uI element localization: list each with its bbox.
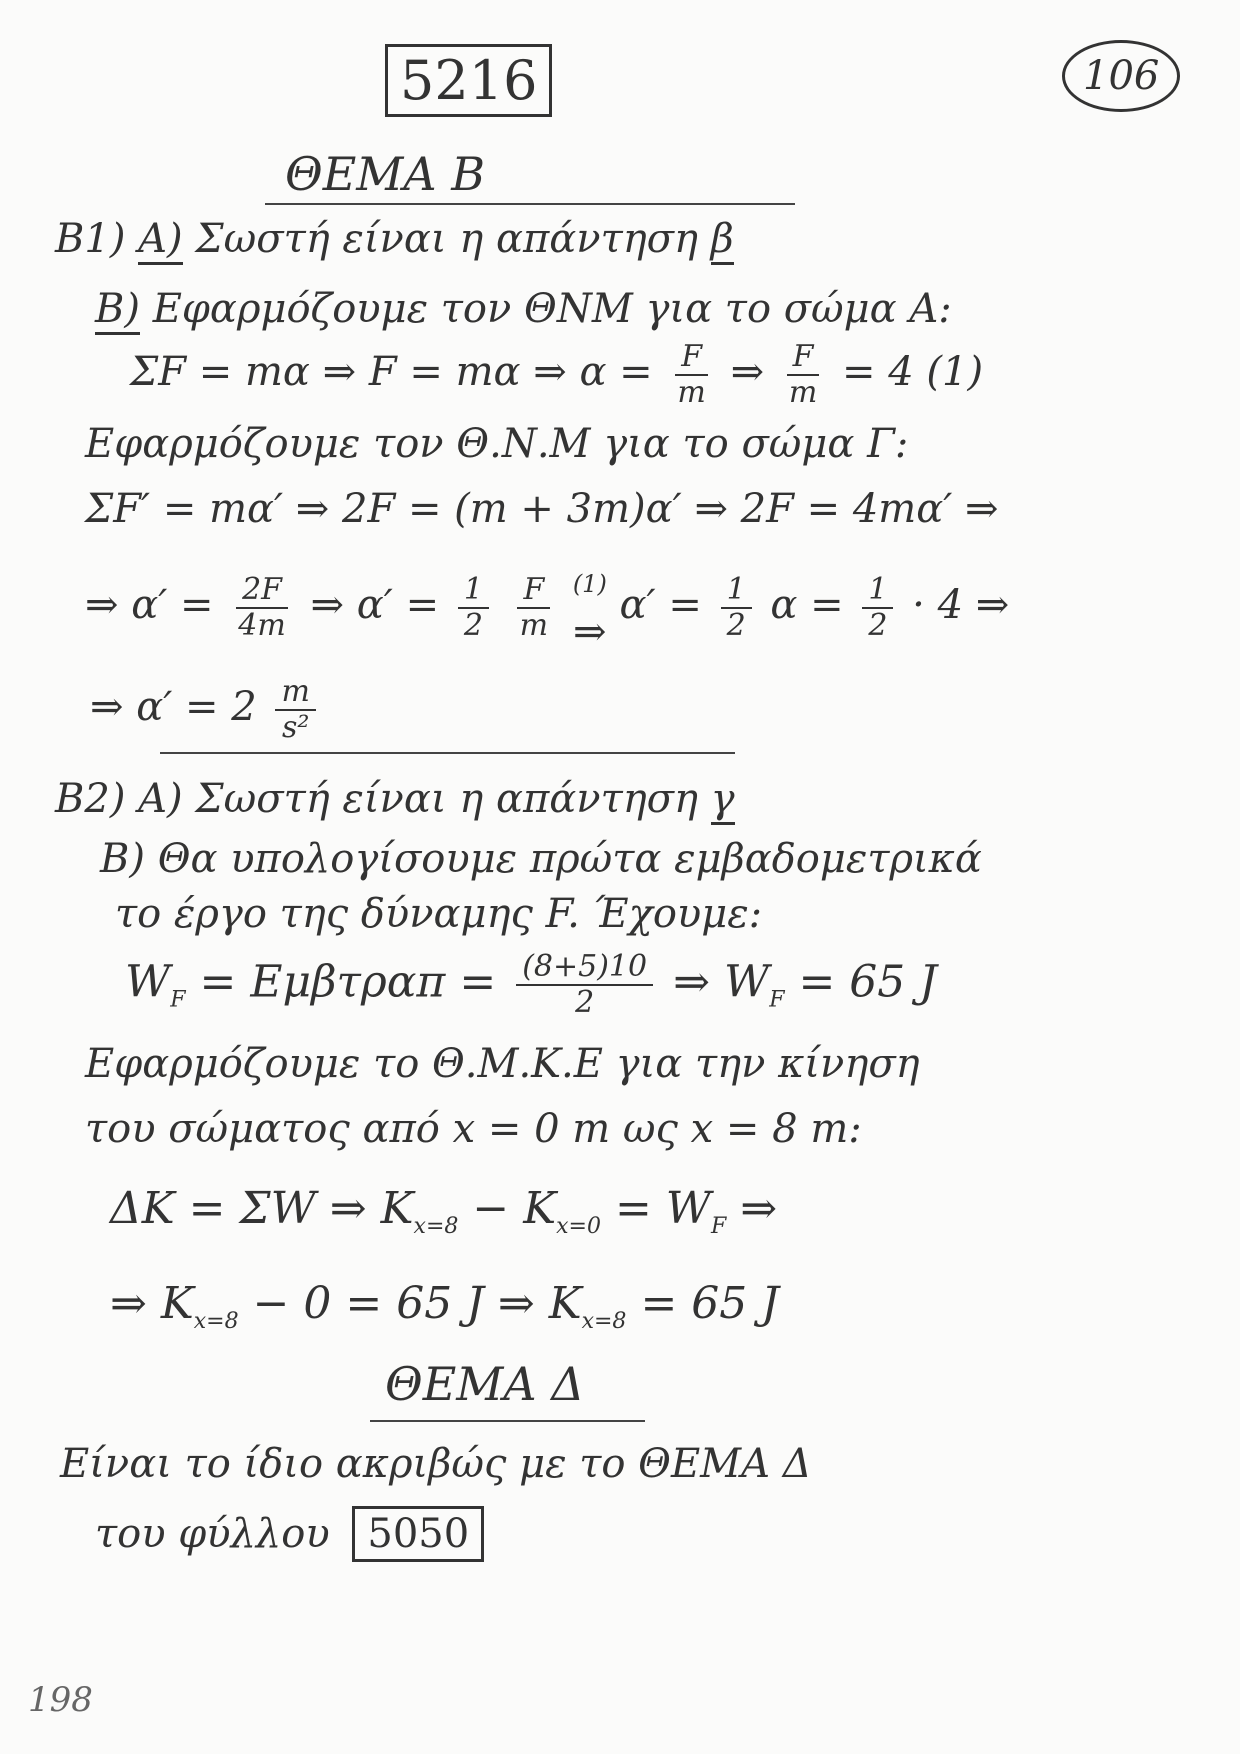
- l4-frac1: [232, 573, 292, 643]
- sheet-code: 5216: [385, 44, 552, 117]
- l4-arrow-ref: [573, 560, 607, 656]
- b2-label: Β2): [55, 776, 126, 822]
- b1-a-line: [55, 215, 734, 263]
- l4-b: ⇒ α′ =: [310, 582, 440, 628]
- l4-f5-num: 1: [862, 573, 893, 609]
- l4-d: α =: [770, 582, 844, 628]
- page-tag: 106: [1062, 40, 1180, 112]
- dk-b: − K: [472, 1183, 557, 1234]
- fin-sub1: x=8: [193, 1308, 239, 1334]
- b2-final-eq: [110, 1280, 779, 1346]
- l5-unit-num: m: [275, 675, 315, 711]
- b1-b-line: [95, 285, 952, 333]
- theme-b-underline: [265, 203, 795, 205]
- theme-b-title: ΘΕΜΑ Β: [285, 147, 486, 201]
- fin-b: − 0 = 65 J ⇒ K: [252, 1278, 582, 1329]
- l4-f3-num: F: [517, 573, 550, 609]
- dk-sub3: F: [711, 1213, 727, 1239]
- eq1-right: = 4 (1): [842, 349, 984, 395]
- dk-sub1: x=8: [413, 1213, 459, 1239]
- theme-d-title: ΘΕΜΑ Δ: [385, 1357, 585, 1411]
- theme-d-line2-text: του φύλλου: [95, 1511, 330, 1557]
- eq1-fa-num: F: [675, 340, 708, 376]
- page-tag-circle: [1062, 52, 1180, 100]
- b1-a-label: Α): [138, 216, 183, 265]
- b2-b-line2: το έργο της δύναμης F. Έχουμε:: [115, 891, 763, 937]
- dk-a: ΔK = ΣW ⇒ K: [110, 1183, 414, 1234]
- l5-a: ⇒ α′ = 2: [90, 684, 257, 730]
- b1-line5: [90, 675, 322, 745]
- b2-b-line1: [100, 835, 982, 883]
- w-sub: F: [170, 987, 186, 1013]
- eq1-fb-num: F: [787, 340, 820, 376]
- w-f-den: 2: [575, 985, 595, 1020]
- theme-d-line2: [95, 1510, 484, 1558]
- b1-line4: [85, 560, 1009, 656]
- b2-work-eq: [125, 950, 937, 1024]
- l4-f4-num: 1: [721, 573, 752, 609]
- page-number: 198: [28, 1680, 93, 1720]
- theme-d-underline: [370, 1420, 645, 1422]
- b2-theorem-line2: του σώματος από x = 0 m ως x = 8 m:: [85, 1106, 862, 1152]
- b1-b-label: Β): [95, 286, 140, 335]
- l4-f4-den: 2: [726, 608, 746, 643]
- eq1-fa-den: m: [677, 375, 706, 410]
- w-left: W: [125, 956, 171, 1008]
- w-arrow: ⇒ W: [673, 956, 770, 1008]
- dk-sub2: x=0: [556, 1213, 601, 1239]
- l4-c: α′ =: [619, 582, 702, 628]
- eq1-mid: ⇒: [730, 349, 765, 395]
- dk-c: = W: [614, 1183, 712, 1234]
- w-fraction: [516, 950, 653, 1020]
- b1-line3: ΣF′ = mα′ ⇒ 2F = (m + 3m)α′ ⇒ 2F = 4mα′ ⇒: [85, 486, 999, 532]
- b2-a-label: Α): [138, 776, 183, 822]
- l4-f2-den: 2: [463, 608, 483, 643]
- w-right: = 65 J: [798, 956, 937, 1008]
- b1-a-text: Σωστή είναι η απάντηση: [195, 216, 698, 262]
- l4-f3-den: m: [519, 608, 549, 643]
- fin-sub2: x=8: [581, 1308, 627, 1334]
- b2-theorem-line1: Εφαρμόζουμε το Θ.Μ.Κ.Ε για την κίνηση: [85, 1041, 920, 1087]
- sheet-code-box: [385, 50, 552, 112]
- l4-e: · 4 ⇒: [912, 582, 1010, 628]
- eq1-left: ΣF = mα ⇒ F = mα ⇒ α =: [130, 349, 653, 395]
- w-f-num: (8+5)10: [516, 950, 653, 986]
- theme-d-line1: Είναι το ίδιο ακριβώς με το ΘΕΜΑ Δ: [60, 1441, 812, 1487]
- l4-f2-num: 1: [458, 573, 489, 609]
- b2-dk-eq: [110, 1185, 777, 1251]
- l4-f1-den: 4m: [238, 608, 286, 643]
- l4-a: ⇒ α′ =: [85, 582, 214, 628]
- eq1-fraction-b: [783, 340, 823, 410]
- l4-frac3: [514, 573, 554, 643]
- b1-label: Β1): [55, 216, 126, 262]
- b2-b-text1: Θα υπολογίσουμε πρώτα εμβαδομετρικά: [157, 836, 982, 882]
- w-mid: = Εμβτραπ =: [199, 956, 497, 1008]
- l5-unit: [275, 675, 315, 745]
- eq1-fraction-a: [671, 340, 711, 410]
- b1-a-answer: β: [711, 216, 734, 265]
- b1-eq1: [130, 340, 983, 410]
- ref-code: 5050: [352, 1506, 484, 1562]
- b2-a-answer: γ: [711, 776, 735, 825]
- l4-arrow: ⇒: [573, 609, 607, 655]
- b2-top-rule: [160, 752, 735, 754]
- l4-frac5: [862, 573, 893, 643]
- b1-line2: Εφαρμόζουμε τον Θ.Ν.Μ για το σώμα Γ:: [85, 421, 909, 467]
- l4-f1-num: 2F: [236, 573, 288, 609]
- fin-a: ⇒ K: [110, 1278, 194, 1329]
- l4-ref: (1): [572, 570, 607, 598]
- w-sub2: F: [769, 987, 785, 1013]
- b2-a-text: Σωστή είναι η απάντηση: [195, 776, 698, 822]
- fin-c: = 65 J: [640, 1278, 779, 1329]
- l4-frac2: [458, 573, 489, 643]
- b2-b-label: Β): [100, 836, 145, 882]
- l5-unit-den: s²: [281, 710, 310, 745]
- b1-b-text: Εφαρμόζουμε τον ΘΝΜ για το σώμα Α:: [152, 286, 952, 332]
- dk-d: ⇒: [740, 1183, 778, 1234]
- l4-f5-den: 2: [868, 608, 888, 643]
- eq1-fb-den: m: [788, 375, 818, 410]
- l4-frac4: [721, 573, 752, 643]
- b2-a-line: [55, 775, 735, 823]
